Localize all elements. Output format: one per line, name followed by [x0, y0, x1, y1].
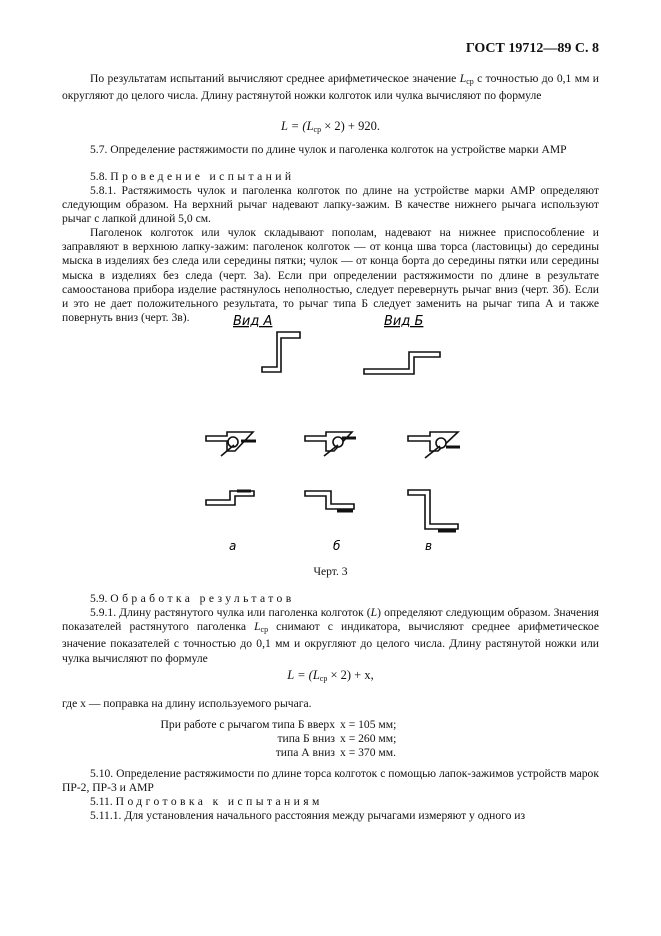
- view-b-label: Вид Б: [384, 314, 424, 329]
- correction-label-3: типа А вниз: [275, 746, 335, 759]
- section-5-8-1: 5.8.1. Растяжимость чулок и паголенка колготок по длине на устройстве марки АМР определяют следующим образом. На верхний рычаг надевают лапку-зажим. В качестве нижнего рычага используют рычаг с лапкой длиной 5,0 см.: [62, 184, 599, 226]
- section-5-8-heading: 5.8. Проведение испытаний: [90, 170, 295, 183]
- lever-a: [206, 491, 254, 505]
- clamp-c: [408, 432, 460, 458]
- lever-c: [408, 490, 458, 531]
- section-5-10: 5.10. Определение растяжимости по длине торса колготок с помощью лапок-зажимов устройств марок ПР-2, ПР-3 и АМР: [62, 767, 599, 795]
- correction-value-2: x = 260 мм;: [340, 732, 397, 745]
- paragraph-average-value: По результатам испытаний вычисляют среднее арифметическое значение $L_{ср}$ с точностью до 0,1 мм и округляют до целого числа. Длину растянутой ножки колготок или чулка вычисляют по формуле: [62, 72, 600, 103]
- lever-b: [305, 491, 354, 511]
- clamp-b: [305, 432, 356, 456]
- correction-value-3: x = 370 мм.: [340, 746, 396, 759]
- section-5-9-1: 5.9.1. Длину растянутого чулка или паголенка колготок (L) определяют следующим образом. Значения показателей растянутого паголенка $L_{ср}$ снимают с индикатора, вычисляют среднее арифметическое значение показателей с точностью до 0,1 мм и округляют до целого числа. Длину растянутой ножки или чулка вычисляют по формуле: [62, 606, 600, 665]
- page-header: ГОСТ 19712—89 С. 8: [465, 41, 599, 56]
- where-clause: где x — поправка на длину используемого рычага.: [62, 697, 312, 710]
- correction-label-1: При работе с рычагом типа Б вверх: [160, 718, 335, 731]
- view-a-label: Вид А: [233, 314, 273, 329]
- lever-type-b-view: [364, 352, 440, 374]
- paragraph-folding: Паголенок колготок или чулок складывают пополам, надевают на нижнее приспособление и заправляют в верхнюю лапку-зажим: паголенок колготок — от конца шва торса (ластовицы) до середины мыска в изделиях без следа или середины пятки; чулок — от конца борта до середины пятки или середины мыска в изделиях без следа (черт. 3а). Если при определении растяжимости по длине в результате самоостанова прибора изделие растянулось неполностью, следует перевернуть рычаг вниз (черт. 3б). Если и это не дает положительного результата, то рычаг типа Б следует заменить на рычаг типа А и также повернуть вниз (черт. 3в).: [62, 226, 599, 325]
- figure-sublabel-a: а: [229, 539, 237, 553]
- formula-2: $L = (L_{ср} \times 2) + x$,: [287, 668, 374, 683]
- formula-1: $L = (L_{ср} \times 2) + 920$.: [281, 119, 380, 134]
- figure-caption: Черт. 3: [313, 565, 348, 578]
- figure-sublabel-c: в: [425, 539, 433, 553]
- section-5-9-heading: 5.9. Обработка результатов: [90, 592, 295, 605]
- correction-value-1: x = 105 мм;: [340, 718, 397, 731]
- lever-type-a-view: [262, 332, 300, 372]
- correction-label-2: типа Б вниз: [277, 732, 335, 745]
- clamp-a: [206, 432, 256, 456]
- section-5-11-1: 5.11.1. Для установления начального расстояния между рычагами измеряют у одного из: [90, 809, 526, 822]
- figure-sublabel-b: б: [333, 539, 341, 553]
- section-5-7: 5.7. Определение растяжимости по длине чулок и паголенка колготок на устройстве марки АМР: [90, 143, 567, 156]
- section-5-11-heading: 5.11. Подготовка к испытаниям: [90, 795, 323, 808]
